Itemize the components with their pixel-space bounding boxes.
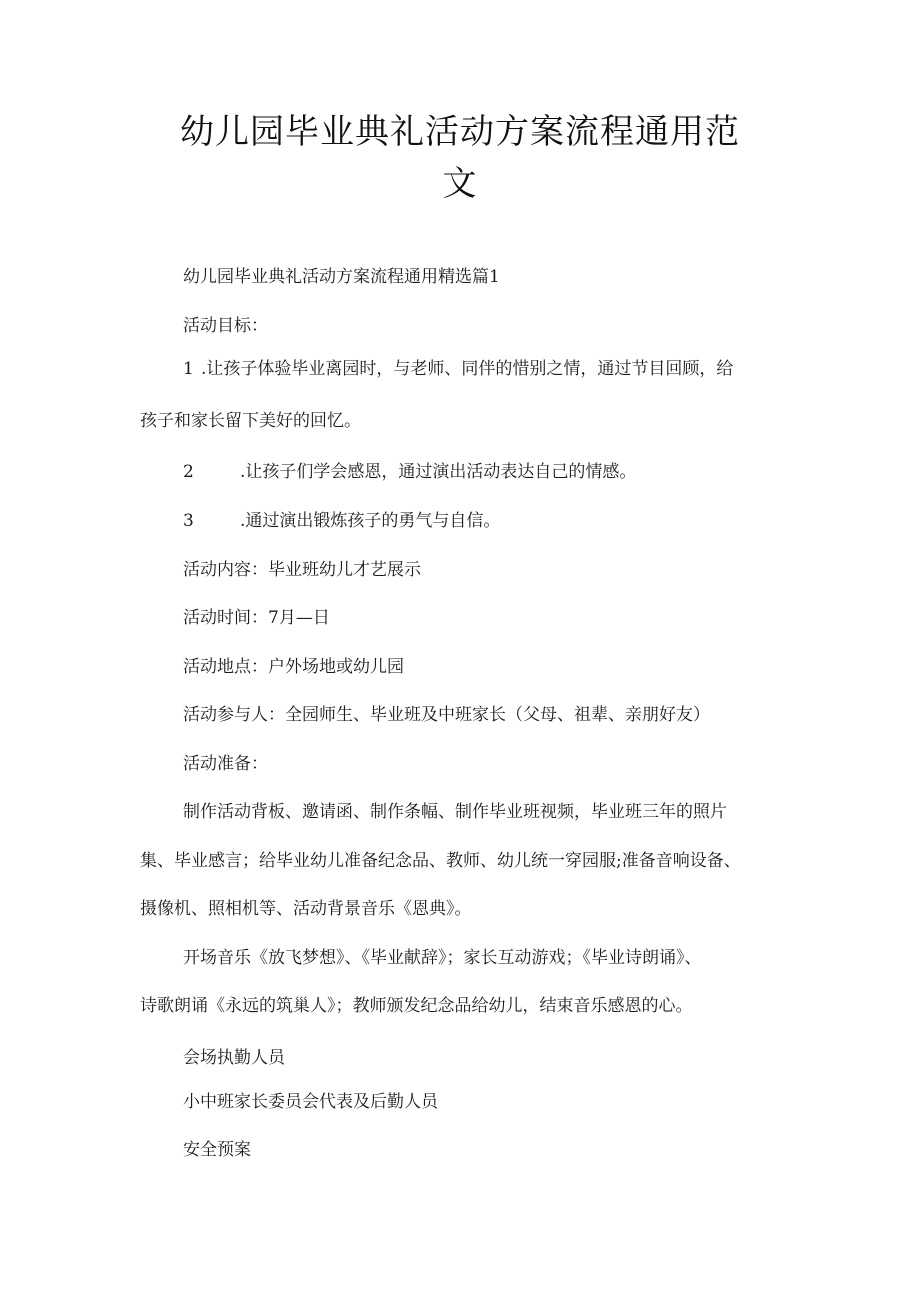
- prep-line-2: 集、毕业感言；给毕业幼儿准备纪念品、教师、幼儿统一穿园服;准备音响设备、: [140, 851, 741, 871]
- goal-text: .通过演出锻炼孩子的勇气与自信。: [240, 511, 501, 531]
- activity-participants: 活动参与人：全园师生、毕业班及中班家长（父母、祖辈、亲朋好友）: [183, 705, 710, 725]
- title-line-1: 幼儿园毕业典礼活动方案流程通用范: [180, 112, 740, 152]
- prep-heading: 活动准备：: [183, 754, 268, 774]
- prep-line-3: 摄像机、照相机等、活动背景音乐《恩典》。: [140, 899, 472, 919]
- goal-item-1: [140, 345, 833, 394]
- safety-line: 安全预案: [183, 1140, 251, 1160]
- goal-text: .让孩子体验毕业离园时，与老师、同伴的惜别之情，通过节目回顾，给: [201, 359, 734, 379]
- activity-content: 活动内容：毕业班幼儿才艺展示: [183, 560, 421, 580]
- activity-time: 活动时间：7月—日: [183, 608, 330, 628]
- program-line-2: 诗歌朗诵《永远的筑巢人》；教师颁发纪念品给幼儿，结束音乐感恩的心。: [140, 996, 693, 1016]
- goal-number: 3: [183, 511, 194, 531]
- program-line-1: 开场音乐《放飞梦想》、《毕业献辞》；家长互动游戏；《毕业诗朗诵》、: [183, 948, 702, 968]
- logistics-line: 小中班家长委员会代表及后勤人员: [183, 1092, 438, 1112]
- goal-text: .让孩子们学会感恩，通过演出活动表达自己的情感。: [240, 462, 637, 482]
- goal-item-1-continued: 孩子和家长留下美好的回忆。: [140, 411, 361, 431]
- prep-line-1: 制作活动背板、邀请函、制作条幅、制作毕业班视频，毕业班三年的照片: [183, 802, 727, 822]
- activity-place: 活动地点：户外场地或幼儿园: [183, 657, 404, 677]
- staff-line: 会场执勤人员: [183, 1048, 285, 1068]
- goal-heading: 活动目标：: [183, 316, 268, 336]
- goal-number: 2: [183, 462, 194, 482]
- goal-item-3: [140, 506, 833, 531]
- subtitle: 幼儿园毕业典礼活动方案流程通用精选篇1: [183, 267, 500, 287]
- document-title: [150, 106, 770, 210]
- title-line-2: 文: [442, 164, 478, 204]
- goal-item-2: [140, 457, 833, 482]
- goal-number: 1: [183, 359, 194, 379]
